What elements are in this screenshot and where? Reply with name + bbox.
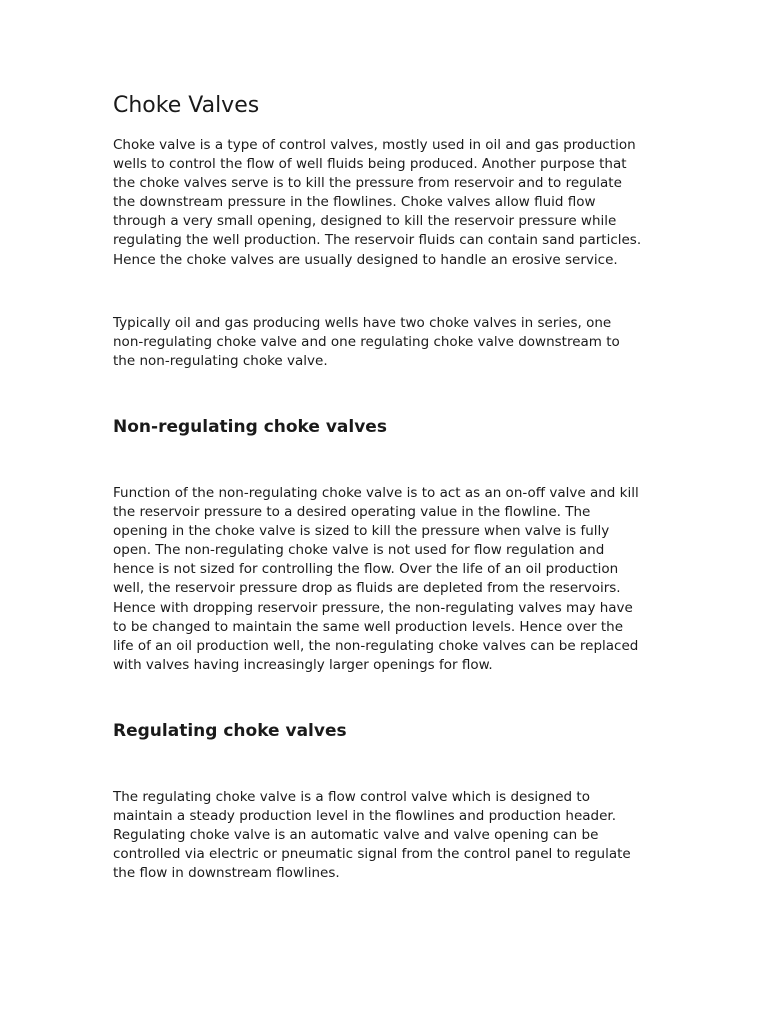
regulating-paragraph — [113, 788, 631, 883]
paragraph-line: the reservoir pressure to a desired operating value in the flowline. The — [113, 504, 591, 521]
paragraph-line: Function of the non-regulating choke valve is to act as an on-off valve and kill — [113, 485, 639, 501]
paragraph-line: Choke valve is a type of control valves, mostly used in oil and gas production — [113, 137, 636, 153]
section-heading-regulating: Regulating choke valves — [113, 721, 347, 741]
paragraph-line: Hence with dropping reservoir pressure, the non-regulating valves may have — [113, 599, 633, 616]
paragraph-line: regulating the well production. The reservoir fluids can contain sand particles. — [113, 232, 642, 249]
paragraph-line: life of an oil production well, the non-regulating choke valves can be replaced — [113, 637, 639, 654]
paragraph-line: through a very small opening, designed to kill the reservoir pressure while — [113, 213, 617, 230]
paragraph-line: the choke valves serve is to kill the pressure from reservoir and to regulate — [113, 175, 622, 192]
paragraph-line: non-regulating choke valve and one regulating choke valve downstream to — [113, 334, 620, 351]
paragraph-line: well, the reservoir pressure drop as fluids are depleted from the reservoirs. — [113, 580, 621, 597]
paragraph-line: Regulating choke valve is an automatic valve and valve opening can be — [113, 827, 599, 844]
paragraph-line: Typically oil and gas producing wells have two choke valves in series, one — [113, 315, 612, 331]
series-paragraph — [113, 314, 620, 371]
paragraph-line: opening in the choke valve is sized to kill the pressure when valve is fully — [113, 523, 610, 540]
paragraph-line: open. The non-regulating choke valve is not used for flow regulation and — [113, 542, 605, 559]
intro-paragraph — [113, 136, 641, 270]
paragraph-line: Hence the choke valves are usually designed to handle an erosive service. — [113, 251, 618, 268]
paragraph-line: The regulating choke valve is a flow control valve which is designed to — [113, 789, 590, 805]
paragraph-line: the flow in downstream flowlines. — [113, 865, 340, 882]
paragraph-line: to be changed to maintain the same well production levels. Hence over the — [113, 618, 624, 635]
non-regulating-paragraph — [113, 484, 639, 675]
document-title: Choke Valves — [113, 93, 260, 118]
paragraph-line: hence is not sized for controlling the flow. Over the life of an oil production — [113, 561, 619, 578]
paragraph-line: with valves having increasingly larger openings for flow. — [113, 656, 493, 673]
paragraph-line: wells to control the flow of well fluids being produced. Another purpose that — [113, 156, 627, 173]
paragraph-line: maintain a steady production level in the flowlines and production header. — [113, 808, 617, 825]
paragraph-line: the non-regulating choke valve. — [113, 353, 328, 370]
section-heading-non-regulating: Non-regulating choke valves — [113, 417, 387, 437]
paragraph-line: controlled via electric or pneumatic signal from the control panel to regulate — [113, 846, 631, 863]
paragraph-line: the downstream pressure in the flowlines. Choke valves allow fluid flow — [113, 194, 596, 211]
